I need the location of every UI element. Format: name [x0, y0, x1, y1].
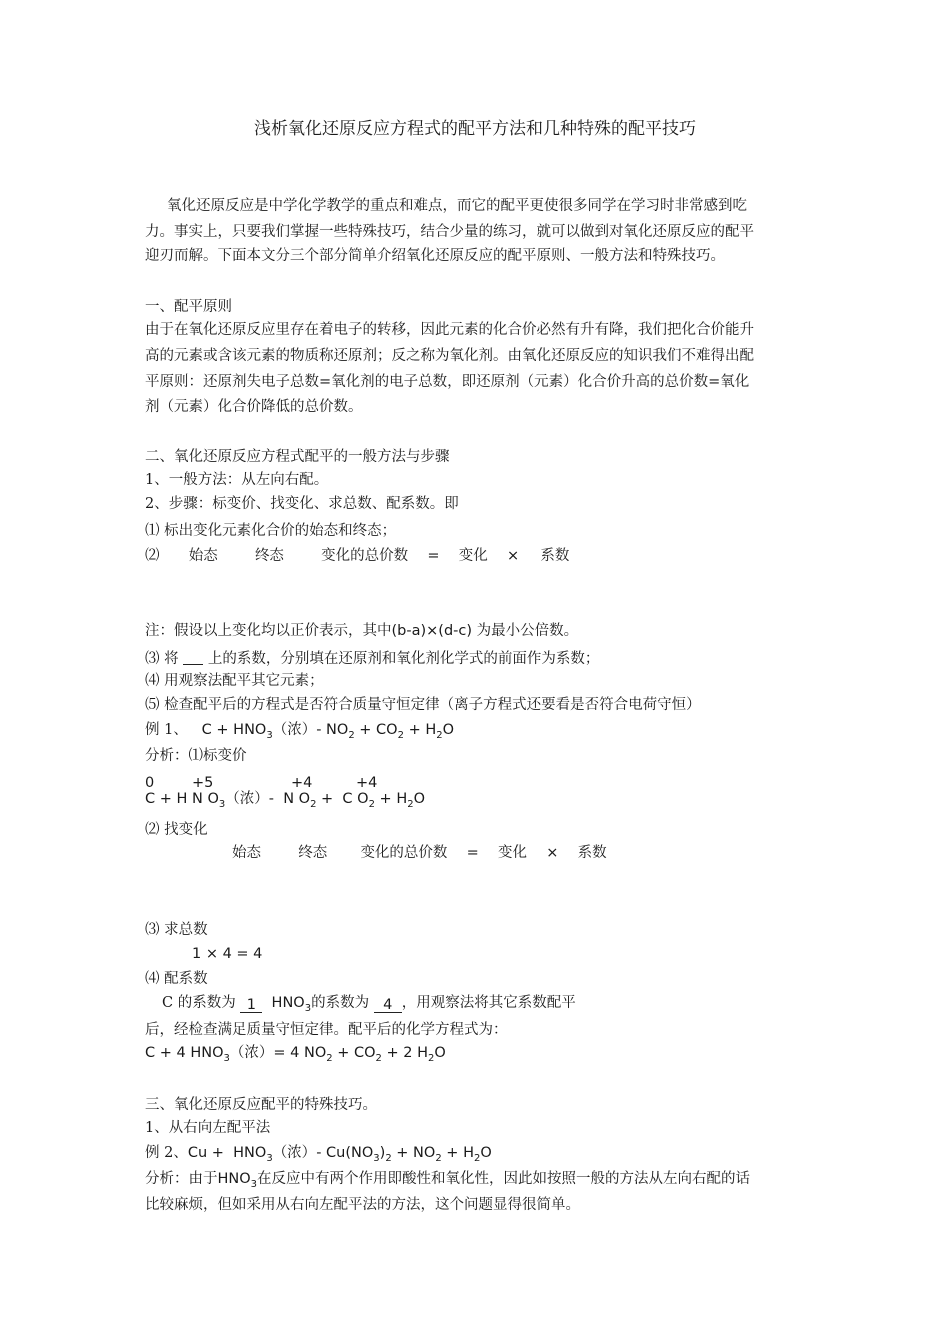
step-4: ⑷ 用观察法配平其它元素； — [145, 673, 324, 689]
steps-line: 2、步骤：标变价、找变化、求总数、配系数。即 — [145, 496, 459, 512]
example-2-analysis-line-1: 分析：由于$HNO_3$在反应中有两个作用即酸性和氧化性，因此如按照一般的方法从左向右配的话 — [145, 1171, 751, 1190]
c-coefficient-value: 1 — [240, 995, 262, 1013]
section-1-line-3: 平原则：还原剂失电子总数=氧化剂的电子总数，即还原剂（元素）化合价升高的总价数=氧化 — [145, 374, 750, 390]
col-start: 始态 — [188, 548, 218, 564]
find-change-row: 始态 终态 变化的总价数 = 变化 × 系数 — [232, 845, 607, 861]
blank-line — [183, 647, 203, 665]
note-line: 注：假设以上变化均以正价表示，其中(b-a)×(d-c) 为最小公倍数。 — [145, 623, 579, 639]
equals-sign: = — [427, 548, 440, 564]
example-1-label: 例 1、 — [145, 722, 188, 738]
col-end: 终态 — [254, 548, 284, 564]
step-3: ⑶ 将 上的系数，分别填在还原剂和氧化剂化学式的前面作为系数； — [145, 647, 599, 669]
oxidation-state-co2: +4 — [356, 775, 378, 791]
example-1-labeled-equation: C + H N $O_3$（浓）- N $O_2 + C$ $O_2 + H_2O$ — [145, 791, 426, 810]
coefficient-step: ⑷ 配系数 — [145, 971, 208, 987]
right-to-left-method: 1、从右向左配平法 — [145, 1120, 271, 1136]
oxidation-state-n: +5 — [192, 775, 214, 791]
step-1: ⑴ 标出变化元素化合价的始态和终态； — [145, 523, 397, 539]
after-balance-line: 后，经检查满足质量守恒定律。配平后的化学方程式为： — [145, 1022, 508, 1038]
method-line: 1、一般方法：从左向右配。 — [145, 472, 329, 488]
total-step: ⑶ 求总数 — [145, 922, 208, 938]
section-2-heading: 二、氧化还原反应方程式配平的一般方法与步骤 — [145, 449, 450, 465]
section-1-line-4: 剂（元素）化合价降低的总价数。 — [145, 399, 363, 415]
times-sign: × — [506, 548, 520, 564]
section-1-heading: 一、配平原则 — [145, 299, 232, 315]
example-2-label: 例 2、 — [145, 1145, 188, 1161]
total-expression: 1 × 4 = 4 — [192, 946, 263, 962]
intro-line-1: 氧化还原反应是中学化学教学的重点和难点，而它的配平更使很多同学在学习时非常感到吃 — [167, 198, 747, 214]
page-title: 浅析氧化还原反应方程式的配平方法和几种特殊的配平技巧 — [254, 119, 696, 139]
oxidation-state-no2: +4 — [291, 775, 313, 791]
coefficient-line: C 的系数为 1 $HNO_3$的系数为 4 ，用观察法将其它系数配平 — [162, 995, 576, 1014]
col-change: 变化 — [458, 548, 488, 564]
oxidation-state-c: 0 — [145, 775, 155, 791]
find-change-step: ⑵ 找变化 — [145, 822, 208, 838]
example-1-equation: 例 1、 $C + HNO_3$（浓）- $NO_2 + CO_2 + H_2O$ — [145, 722, 455, 741]
hno3-coefficient-value: 4 — [374, 995, 402, 1013]
intro-line-3: 迎刃而解。下面本文分三个部分简单介绍氧化还原反应的配平原则、一般方法和特殊技巧。 — [145, 248, 725, 264]
note-expression: (b-a)×(d-c) — [391, 623, 473, 639]
intro-line-2: 力。事实上，只要我们掌握一些特殊技巧，结合少量的练习，就可以做到对氧化还原反应的配平 — [145, 224, 754, 240]
step-5: ⑸ 检查配平后的方程式是否符合质量守恒定律（离子方程式还要看是否符合电荷守恒） — [145, 697, 701, 713]
section-1-line-1: 由于在氧化还原反应里存在着电子的转移，因此元素的化合价必然有升有降，我们把化合价能升 — [145, 322, 754, 338]
section-1-line-2: 高的元素或含该元素的物质称还原剂；反之称为氧化剂。由氧化还原反应的知识我们不难得出配 — [145, 348, 754, 364]
step-2-marker: ⑵ — [145, 548, 160, 564]
example-1-analysis: 分析：⑴标变价 — [145, 748, 247, 764]
step-2-row — [145, 546, 569, 566]
example-2-equation: 例 2、$Cu + HNO_3$（浓）- $Cu(NO_3)_2 + NO_2 + H_2O$ — [145, 1145, 492, 1164]
col-total: 变化的总价数 — [321, 548, 409, 564]
balanced-equation: C + 4 $HNO_3$（浓）= 4 $NO_2 + CO_2 + 2$ $H_2O$ — [145, 1045, 446, 1064]
section-3-heading: 三、氧化还原反应配平的特殊技巧。 — [145, 1097, 377, 1113]
col-coefficient: 系数 — [540, 548, 570, 564]
example-2-analysis-line-2: 比较麻烦，但如采用从右向左配平法的方法，这个问题显得很简单。 — [145, 1197, 580, 1213]
